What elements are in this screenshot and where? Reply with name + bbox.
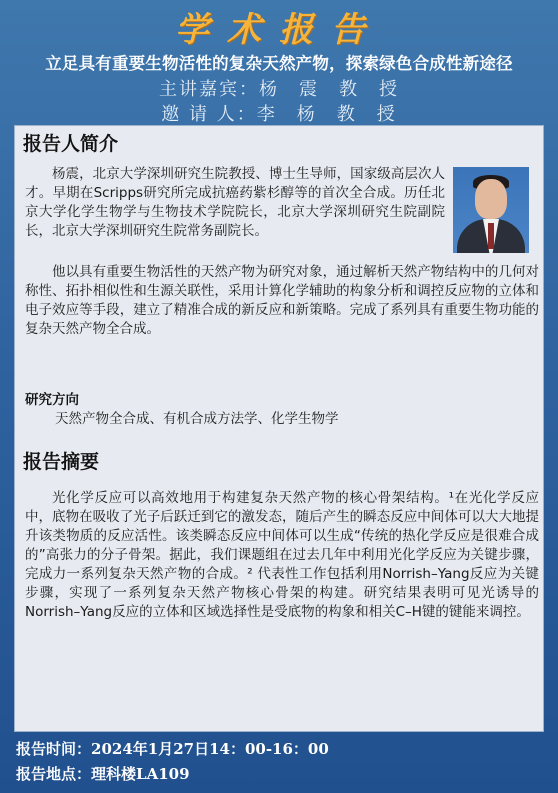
talk-time-label: 报告时间：	[16, 740, 92, 758]
talk-time	[16, 738, 329, 759]
talk-time-value: 2024年1月27日14：00-16：00	[91, 740, 329, 758]
content-panel	[14, 125, 544, 732]
banner-title: 学术报告	[175, 10, 383, 50]
talk-place-label: 报告地点：	[16, 765, 92, 783]
bio-paragraph-2: 他以具有重要生物活性的天然产物为研究对象，通过解析天然产物结构中的几何对称性、拓扑相似性和生源关联性，采用计算化学辅助的构象分析和调控反应物的立体和电子效应等手段，建立了精准合成的新反应和新策略。完成了系列具有重要生物功能的复杂天然产物全合成。	[25, 264, 539, 337]
abstract-paragraph: 光化学反应可以高效地用于构建复杂天然产物的核心骨架结构。¹在光化学反应中，底物在吸收了光子后跃迁到它的激发态，随后产生的瞬态反应中间体可以大大地提升该类物质的反应活性。该类瞬态反应中间体可以生成“传统的热化学反应是很难合成的”高张力的分子骨架。据此，我们课题组在过去几年中利用光化学反应为关键步骤，完成力一系列复杂天然产物的合成。² 代表性工作包括利用Norrish–Yang反应为关键步骤，实现了一系列复杂天然产物核心骨架的构建。研究结果表明可见光诱导的Norrish–Yang反应的立体和区域选择性是受底物的构象和相关C–H键的键能来调控。	[25, 490, 539, 620]
research-heading: 研究方向	[25, 392, 79, 408]
talk-place	[16, 763, 190, 784]
talk-title: 立足具有重要生物活性的复杂天然产物，探索绿色合成性新途径	[45, 54, 513, 73]
bio-paragraph-1: 杨震，北京大学深圳研究生院教授、博士生导师，国家级高层次人才。早期在Scripps研究所完成抗癌药紫杉醇等的首次全合成。历任北京大学化学生物学与生物技术学院院长，北京大学深圳研究生院副院长，北京大学深圳研究生院常务副院长。	[25, 166, 445, 239]
research-interests: 天然产物全合成、有机合成方法学、化学生物学	[55, 411, 339, 427]
speaker-line: 主讲嘉宾：杨 震 教 授	[159, 79, 399, 100]
talk-place-value: 理科楼LA109	[91, 765, 190, 783]
speaker-photo	[453, 167, 529, 253]
abstract-heading: 报告摘要	[23, 451, 100, 473]
bio-heading: 报告人简介	[23, 133, 119, 155]
inviter-line: 邀 请 人：李 杨 教 授	[161, 104, 397, 125]
